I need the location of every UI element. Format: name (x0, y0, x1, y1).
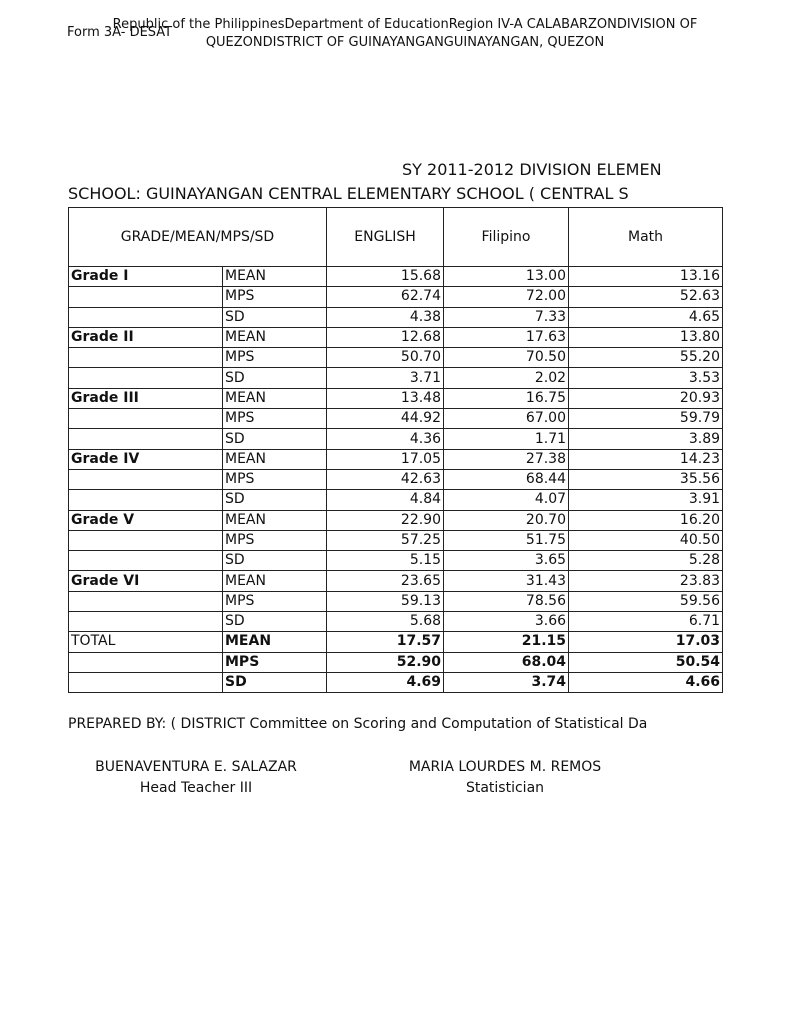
table-row (69, 267, 723, 287)
grade-cell (69, 530, 223, 550)
table-row (69, 307, 723, 327)
table-row (69, 571, 723, 591)
stat-cell: SD (223, 307, 327, 327)
grade-cell: Grade III (69, 388, 223, 408)
english-cell: 50.70 (327, 348, 444, 368)
filipino-cell: 68.04 (444, 652, 569, 672)
signatory-2 (380, 757, 630, 799)
filipino-cell: 72.00 (444, 287, 569, 307)
stat-cell: SD (223, 672, 327, 692)
math-cell: 3.89 (569, 429, 723, 449)
table-header-row (69, 208, 723, 267)
math-cell: 5.28 (569, 551, 723, 571)
math-cell: 59.56 (569, 591, 723, 611)
grade-cell (69, 490, 223, 510)
stat-cell: SD (223, 612, 327, 632)
grade-cell (69, 287, 223, 307)
math-cell: 17.03 (569, 632, 723, 652)
stat-cell: MPS (223, 348, 327, 368)
english-cell: 5.68 (327, 612, 444, 632)
english-cell: 4.69 (327, 672, 444, 692)
school-title: SCHOOL: GUINAYANGAN CENTRAL ELEMENTARY SCHOOL ( CENTRAL S (68, 184, 629, 203)
english-cell: 4.84 (327, 490, 444, 510)
table-row (69, 429, 723, 449)
filipino-cell: 68.44 (444, 469, 569, 489)
english-cell: 4.36 (327, 429, 444, 449)
stat-cell: MEAN (223, 449, 327, 469)
agency-header-line-1: Republic of the PhilippinesDepartment of EducationRegion IV-A CALABARZONDIVISION OF (112, 17, 698, 32)
math-cell: 3.91 (569, 490, 723, 510)
english-cell: 52.90 (327, 652, 444, 672)
signatory-2-title: Statistician (465, 780, 545, 796)
table-row (69, 287, 723, 307)
english-cell: 4.38 (327, 307, 444, 327)
signatory-1-name: BUENAVENTURA E. SALAZAR (95, 759, 297, 775)
grade-cell (69, 551, 223, 571)
stat-cell: MEAN (223, 632, 327, 652)
results-table (68, 207, 723, 693)
stat-cell: MEAN (223, 388, 327, 408)
filipino-cell: 3.74 (444, 672, 569, 692)
stat-cell: MEAN (223, 327, 327, 347)
math-cell: 23.83 (569, 571, 723, 591)
math-cell: 59.79 (569, 409, 723, 429)
stat-cell: MPS (223, 409, 327, 429)
filipino-cell: 27.38 (444, 449, 569, 469)
table-body (69, 267, 723, 693)
english-cell: 3.71 (327, 368, 444, 388)
grade-cell: Grade I (69, 267, 223, 287)
filipino-cell: 7.33 (444, 307, 569, 327)
filipino-cell: 16.75 (444, 388, 569, 408)
math-cell: 16.20 (569, 510, 723, 530)
grade-cell (69, 368, 223, 388)
math-cell: 55.20 (569, 348, 723, 368)
header-english: ENGLISH (327, 208, 444, 267)
math-cell: 14.23 (569, 449, 723, 469)
filipino-cell: 67.00 (444, 409, 569, 429)
report-title: SY 2011-2012 DIVISION ELEMEN (402, 160, 662, 179)
stat-cell: SD (223, 429, 327, 449)
header-filipino: Filipino (444, 208, 569, 267)
english-cell: 17.05 (327, 449, 444, 469)
english-cell: 5.15 (327, 551, 444, 571)
filipino-cell: 3.65 (444, 551, 569, 571)
table-row (69, 388, 723, 408)
math-cell: 13.16 (569, 267, 723, 287)
stat-cell: MPS (223, 591, 327, 611)
signatory-2-name: MARIA LOURDES M. REMOS (408, 759, 602, 775)
table-row (69, 449, 723, 469)
header-grade-stat: GRADE/MEAN/MPS/SD (69, 208, 327, 267)
english-cell: 23.65 (327, 571, 444, 591)
math-cell: 4.65 (569, 307, 723, 327)
english-cell: 15.68 (327, 267, 444, 287)
filipino-cell: 2.02 (444, 368, 569, 388)
math-cell: 3.53 (569, 368, 723, 388)
filipino-cell: 1.71 (444, 429, 569, 449)
english-cell: 44.92 (327, 409, 444, 429)
stat-cell: MPS (223, 530, 327, 550)
filipino-cell: 17.63 (444, 327, 569, 347)
report-area (0, 150, 721, 750)
math-cell: 35.56 (569, 469, 723, 489)
grade-cell (69, 409, 223, 429)
english-cell: 59.13 (327, 591, 444, 611)
table-row (69, 551, 723, 571)
math-cell: 4.66 (569, 672, 723, 692)
grade-cell: Grade II (69, 327, 223, 347)
filipino-cell: 3.66 (444, 612, 569, 632)
total-row (69, 632, 723, 652)
grade-cell (69, 429, 223, 449)
filipino-cell: 78.56 (444, 591, 569, 611)
english-cell: 13.48 (327, 388, 444, 408)
grade-cell (69, 591, 223, 611)
total-label-cell (69, 652, 223, 672)
table-row (69, 368, 723, 388)
english-cell: 17.57 (327, 632, 444, 652)
grade-cell: Grade VI (69, 571, 223, 591)
math-cell: 13.80 (569, 327, 723, 347)
math-cell: 40.50 (569, 530, 723, 550)
table-row (69, 612, 723, 632)
signatory-1 (71, 757, 321, 799)
filipino-cell: 13.00 (444, 267, 569, 287)
prepared-by: PREPARED BY: ( DISTRICT Committee on Scoring and Computation of Statistical Da (68, 716, 648, 732)
total-row (69, 672, 723, 692)
english-cell: 22.90 (327, 510, 444, 530)
english-cell: 42.63 (327, 469, 444, 489)
form-label: Form 3A- DESAT (67, 25, 173, 40)
english-cell: 12.68 (327, 327, 444, 347)
grade-cell (69, 612, 223, 632)
stat-cell: MEAN (223, 510, 327, 530)
total-label-cell (69, 672, 223, 692)
stat-cell: SD (223, 551, 327, 571)
table-row (69, 490, 723, 510)
filipino-cell: 70.50 (444, 348, 569, 368)
grade-cell (69, 469, 223, 489)
grade-cell (69, 307, 223, 327)
table-row (69, 469, 723, 489)
math-cell: 20.93 (569, 388, 723, 408)
grade-cell: Grade V (69, 510, 223, 530)
stat-cell: MPS (223, 469, 327, 489)
table-row (69, 510, 723, 530)
grade-cell (69, 348, 223, 368)
stat-cell: MEAN (223, 267, 327, 287)
english-cell: 62.74 (327, 287, 444, 307)
math-cell: 6.71 (569, 612, 723, 632)
filipino-cell: 51.75 (444, 530, 569, 550)
stat-cell: SD (223, 368, 327, 388)
table-row (69, 348, 723, 368)
filipino-cell: 4.07 (444, 490, 569, 510)
table-row (69, 530, 723, 550)
table-row (69, 591, 723, 611)
stat-cell: MEAN (223, 571, 327, 591)
agency-header-line-2: QUEZONDISTRICT OF GUINAYANGANGUINAYANGAN, QUEZON (205, 35, 605, 50)
filipino-cell: 20.70 (444, 510, 569, 530)
english-cell: 57.25 (327, 530, 444, 550)
stat-cell: MPS (223, 287, 327, 307)
math-cell: 50.54 (569, 652, 723, 672)
stat-cell: MPS (223, 652, 327, 672)
filipino-cell: 21.15 (444, 632, 569, 652)
total-label-cell: TOTAL (69, 632, 223, 652)
filipino-cell: 31.43 (444, 571, 569, 591)
math-cell: 52.63 (569, 287, 723, 307)
header-math: Math (569, 208, 723, 267)
signatory-1-title: Head Teacher III (139, 780, 253, 796)
table-row (69, 409, 723, 429)
grade-cell: Grade IV (69, 449, 223, 469)
stat-cell: SD (223, 490, 327, 510)
total-row (69, 652, 723, 672)
table-row (69, 327, 723, 347)
